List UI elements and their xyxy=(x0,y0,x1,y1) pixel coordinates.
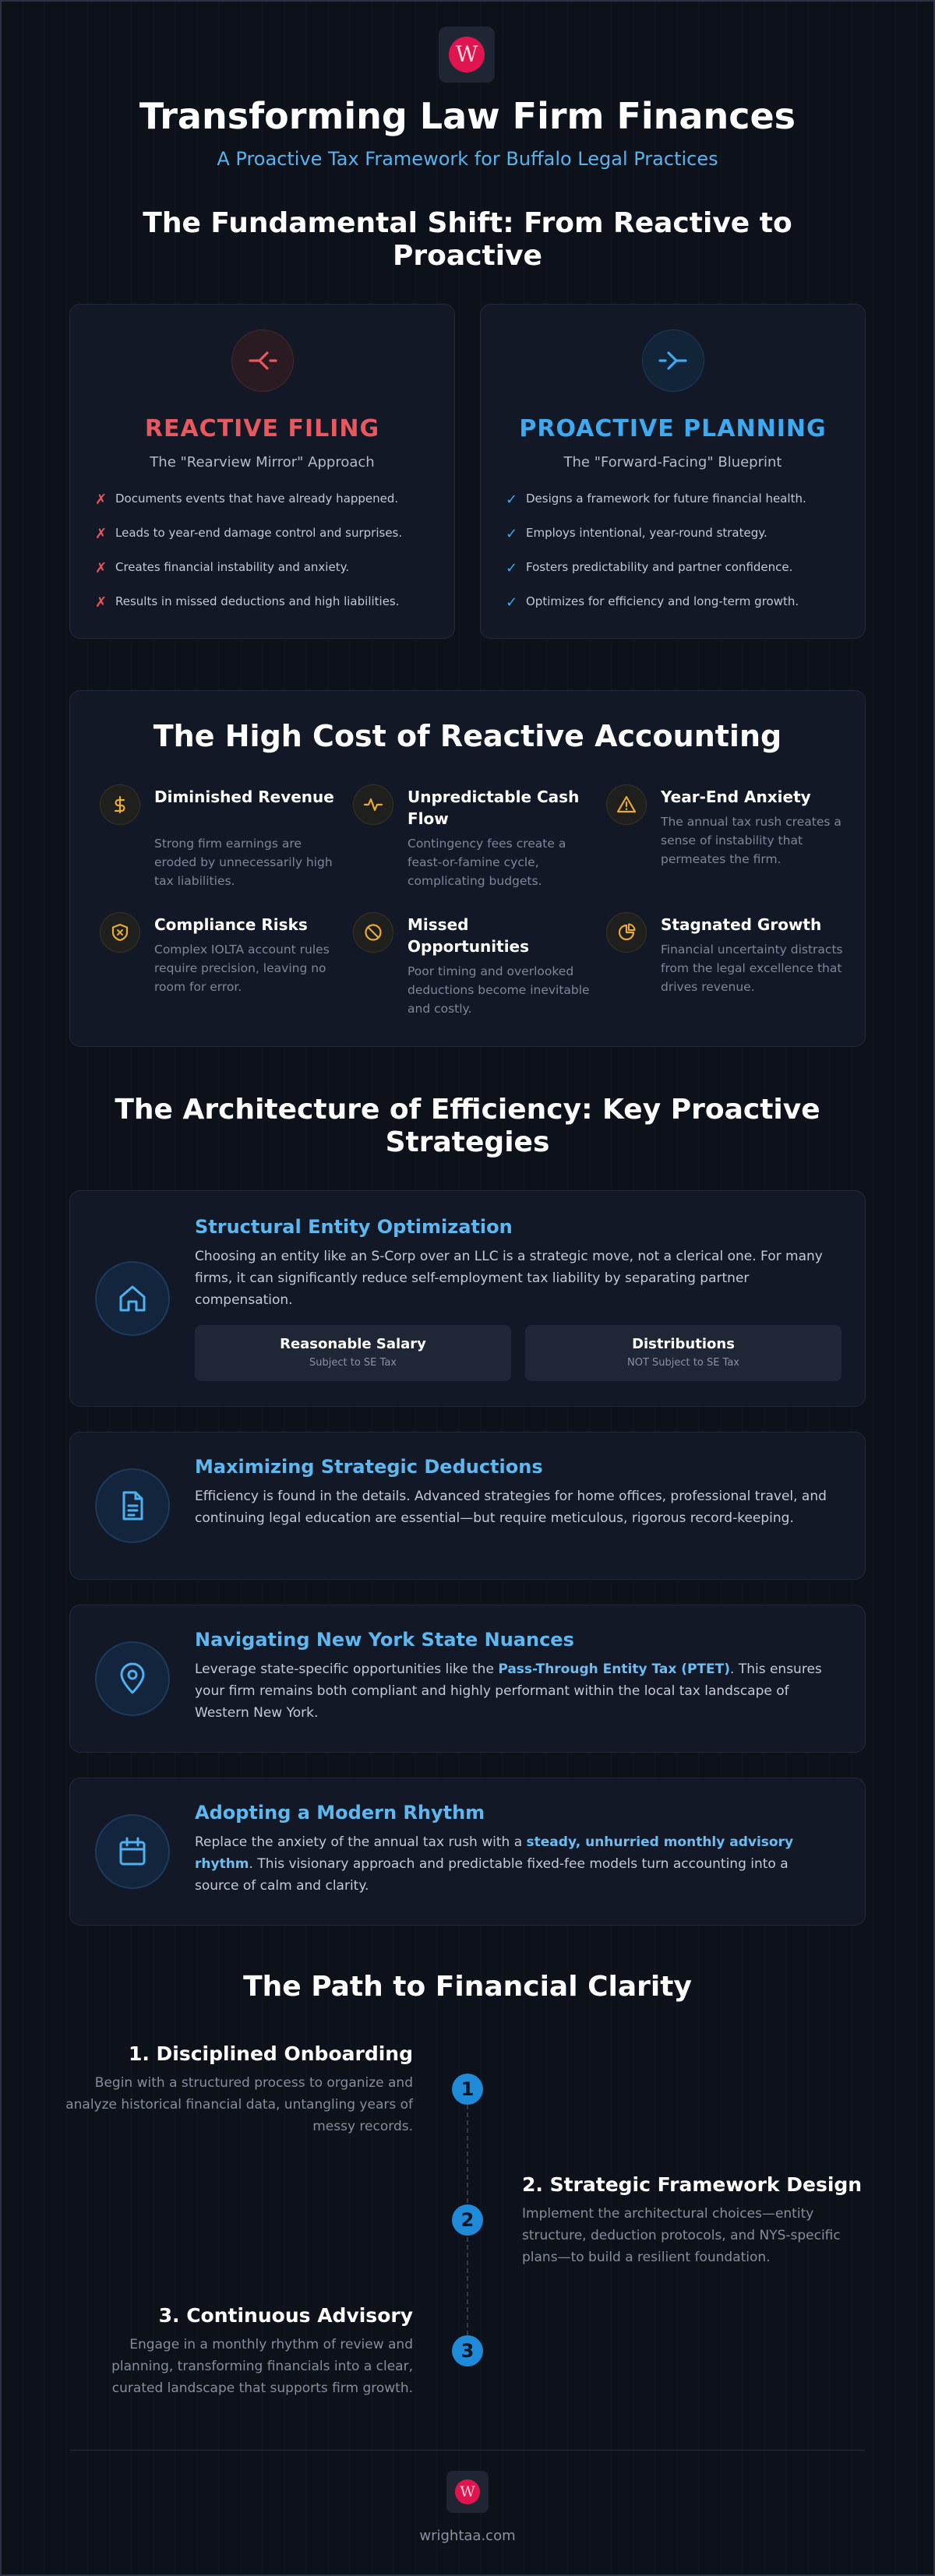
x-mark-icon: ✗ xyxy=(95,492,108,508)
check-icon: ✓ xyxy=(506,492,518,508)
proactive-subtitle: The "Forward-Facing" Blueprint xyxy=(563,454,782,470)
brand-logo xyxy=(439,26,495,83)
list-item: ✗ Results in missed deductions and high liabilities. xyxy=(95,594,400,611)
fork-icon xyxy=(231,329,294,392)
home-icon xyxy=(95,1261,170,1336)
check-icon: ✓ xyxy=(506,560,518,576)
proactive-list xyxy=(506,492,846,629)
footer-url-link[interactable]: wrightaa.com xyxy=(419,2528,516,2544)
strategy-card-nys: Navigating New York State Nuances Leverage state-specific opportunities like the Pass-Through Entity Tax (PTET). This ensures your firm remains both compliant and highly performant within the local tax landscape of Western New York. xyxy=(69,1605,866,1753)
step-1-desc: Begin with a structured process to organize and analyze historical financial data, untangling years of messy records. xyxy=(65,2075,413,2134)
footer-logo xyxy=(446,2471,489,2513)
ban-icon xyxy=(353,912,393,953)
step-3-marker: 3 xyxy=(452,2335,483,2366)
path-section-title: The Path to Financial Clarity xyxy=(243,1971,692,2003)
list-item: ✗ Documents events that have already happened. xyxy=(95,492,399,508)
step-2-title: 2. Strategic Framework Design xyxy=(522,2173,863,2196)
cost-section-title: The High Cost of Reactive Accounting xyxy=(153,719,782,753)
strategy-card-deductions: Maximizing Strategic Deductions Efficiency is found in the details. Advanced strategies for home offices, professional travel, and continuing legal education are essential—but require meticulous, rigorous record-keeping. xyxy=(69,1432,866,1580)
dollar-icon xyxy=(100,784,140,825)
list-item: ✗ Creates financial instability and anxiety. xyxy=(95,560,350,576)
step-3-title: 3. Continuous Advisory xyxy=(158,2304,413,2327)
footer-divider xyxy=(70,2450,865,2451)
pie-chart-icon xyxy=(606,912,647,953)
footer-logo-letter: W xyxy=(455,2479,480,2504)
warning-icon xyxy=(606,784,647,825)
list-item: ✓ Optimizes for efficiency and long-term growth. xyxy=(506,594,799,611)
x-mark-icon: ✗ xyxy=(95,560,108,576)
rhythm-highlight: steady, unhurried monthly advisory rhythm xyxy=(195,1834,794,1872)
reactive-title: REACTIVE FILING xyxy=(144,415,380,442)
merge-icon xyxy=(642,329,704,392)
document-icon xyxy=(95,1468,170,1543)
list-item: ✗ Leads to year-end damage control and surprises. xyxy=(95,526,403,542)
reactive-card xyxy=(69,304,455,639)
reactive-list xyxy=(95,492,436,629)
step-1-title: 1. Disciplined Onboarding xyxy=(128,2042,413,2065)
page-subtitle: A Proactive Tax Framework for Buffalo Legal Practices xyxy=(217,148,718,170)
strategy-card-rhythm: Adopting a Modern Rhythm Replace the anxiety of the annual tax rush with a steady, unhurried monthly advisory rhythm. This visionary approach and predictable fixed-fee models turn accounting into a source of calm and clarity. xyxy=(69,1778,866,1926)
cost-card: The High Cost of Reactive Accounting Diminished Revenue Strong firm earnings are eroded by unnecessarily high tax liabilities. Unpredictable Cash Flow Contingency fees create a feast-or-famine cycle, complicating budgets. Year-End Anxiety The annual tax rush creates a sense of instability that permeates the firm. Compliance Risks Complex IOLTA account rules require precision, leaving no room for error. Missed Opportunities Poor timing and overlooked deductions become inevitable and costly. Stagnated Growth Financial uncertainty distracts from the legal excellence that drives revenue. xyxy=(69,690,866,1047)
strategies-section-title: The Architecture of Efficiency: Key Proactive Strategies xyxy=(115,1094,820,1158)
shift-section-title: The Fundamental Shift: From Reactive to Proactive xyxy=(143,207,792,272)
x-mark-icon: ✗ xyxy=(95,594,108,611)
calendar-icon xyxy=(95,1814,170,1889)
map-pin-icon xyxy=(95,1641,170,1716)
proactive-card xyxy=(480,304,866,639)
step-1-marker: 1 xyxy=(452,2074,483,2105)
check-icon: ✓ xyxy=(506,526,518,542)
page-title: Transforming Law Firm Finances xyxy=(139,95,796,137)
shield-alert-icon xyxy=(100,912,140,953)
strategy-card-entity: Structural Entity Optimization Choosing an entity like an S-Corp over an LLC is a strategic move, not a clerical one. For many firms, it can significantly reduce self-employment tax liability by separating partner compensation. Reasonable Salary Subject to SE Tax Distributions NOT Subject to SE Tax xyxy=(69,1190,866,1407)
distributions-pill: Distributions NOT Subject to SE Tax xyxy=(525,1325,842,1381)
reactive-subtitle: The "Rearview Mirror" Approach xyxy=(150,454,375,470)
proactive-title: PROACTIVE PLANNING xyxy=(519,415,827,442)
pulse-icon xyxy=(353,784,393,825)
logo-letter: W xyxy=(449,37,485,72)
step-2-desc: Implement the architectural choices—entity structure, deduction protocols, and NYS-specific plans—to build a resilient foundation. xyxy=(522,2206,841,2265)
ptet-highlight: Pass-Through Entity Tax (PTET) xyxy=(498,1662,731,1677)
x-mark-icon: ✗ xyxy=(95,526,108,542)
list-item: ✓ Fosters predictability and partner confidence. xyxy=(506,560,793,576)
step-2-marker: 2 xyxy=(452,2204,483,2236)
salary-pill: Reasonable Salary Subject to SE Tax xyxy=(195,1325,511,1381)
step-3-desc: Engage in a monthly rhythm of review and planning, transforming financials into a clear, curated landscape that supports firm growth. xyxy=(111,2337,413,2396)
check-icon: ✓ xyxy=(506,594,518,611)
list-item: ✓ Designs a framework for future financial health. xyxy=(506,492,806,508)
list-item: ✓ Employs intentional, year-round strategy. xyxy=(506,526,767,542)
